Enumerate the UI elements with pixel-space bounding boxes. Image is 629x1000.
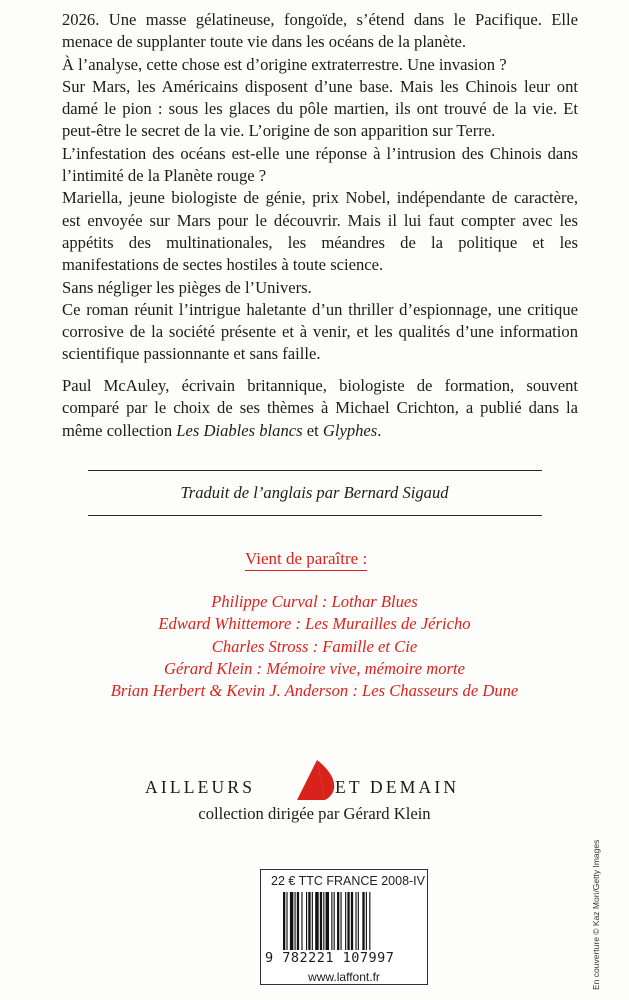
author-conjunction: et [302,420,323,440]
blurb-paragraph: Sans négliger les pièges de l’Univers. [62,277,312,297]
blurb-paragraph: Ce roman réunit l’intrigue haletante d’un thriller d’espionnage, une critique corrosive de la société présente et à venir, et les qualités d’une information scientifique passionnante et sans faille. [62,299,578,364]
release-item: Charles Stross : Famille et Cie [211,636,418,656]
author-end: . [377,420,382,440]
collection-name-left: AILLEURS [145,777,256,797]
author-paragraph [62,375,578,442]
cover-credit: En couverture © Kaz Mori/Getty Images [591,839,601,990]
barcode-icon [281,892,421,950]
price-label: 22 € TTC FRANCE 2008-IV [271,874,425,888]
translator-credit: Traduit de l’anglais par Bernard Sigaud [180,483,449,502]
new-releases-list [60,591,569,702]
release-item: Edward Whittemore : Les Murailles de Jéricho [158,614,471,634]
blurb-paragraph: 2026. Une masse gélatineuse, fongoïde, s’étend dans le Pacifique. Elle menace de supplanter toute vie dans les océans de la planète. [62,10,578,52]
book-title-1: Les Diables blancs [176,420,303,440]
isbn-number: 9 782221 107997 [265,950,395,966]
new-releases-heading: Vient de paraître : [245,549,367,571]
release-item: Gérard Klein : Mémoire vive, mémoire morte [164,658,465,678]
book-title-2: Glyphes [322,420,378,440]
author-text: Paul McAuley, écrivain britannique, biologiste de formation, souvent comparé par le choix de ses thèmes à Michael Crichton, a publié dans la même collection [62,376,578,440]
divider-bottom [88,515,542,516]
blurb-paragraph: Sur Mars, les Américains disposent d’une base. Mais les Chinois leur ont damé le pion : sous les glaces du pôle martien, ils ont trouvé de la vie. Et peut-être le secret de la vie. L’origine de son apparition sur Terre. [62,76,578,141]
collection-logo-block [145,768,485,808]
collection-director: collection dirigée par Gérard Klein [198,804,431,823]
price-barcode-box [260,869,428,985]
blurb-text [62,9,578,366]
divider-top [88,470,542,471]
author-bio [62,375,578,442]
blurb-paragraph: L’infestation des océans est-elle une réponse à l’intrusion des Chinois dans l’intimité de la Planète rouge ? [62,143,578,186]
release-item: Brian Herbert & Kevin J. Anderson : Les Chasseurs de Dune [110,681,519,701]
release-item: Philippe Curval : Lothar Blues [211,592,418,611]
collection-name-right: ET DEMAIN [335,777,460,797]
website-url: www.laffont.fr [308,970,380,984]
blurb-paragraph: Mariella, jeune biologiste de génie, prix Nobel, indépendante de caractère, est envoyée sur Mars pour le découvrir. Mais il lui faut compter avec les appétits des multinationales, les méandres de la politique et les manifestations de sectes hostiles à toute science. [62,188,578,275]
blurb-paragraph: À l’analyse, cette chose est d’origine extraterrestre. Une invasion ? [62,54,507,74]
